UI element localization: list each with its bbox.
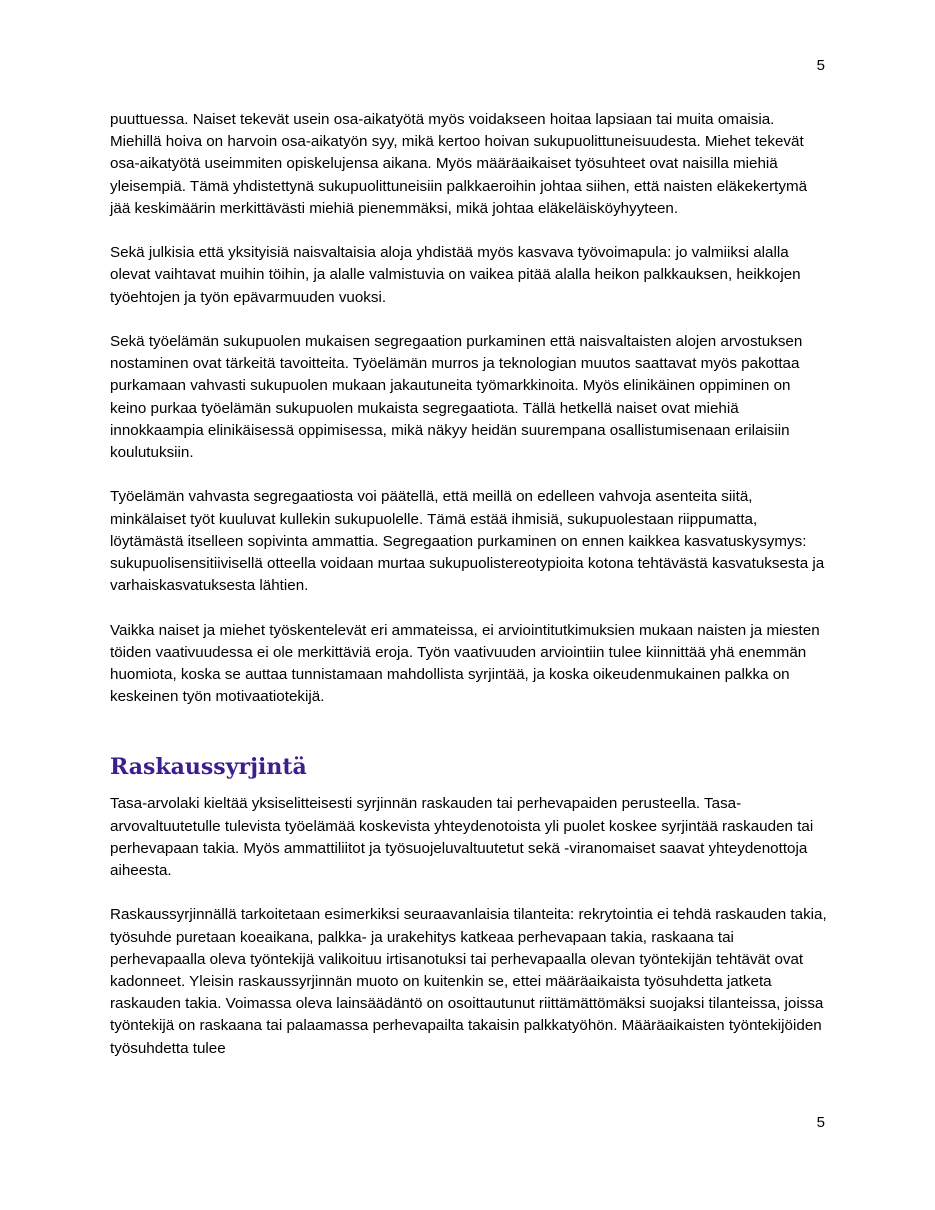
section-heading: Raskaussyrjintä <box>110 754 307 781</box>
paragraph: Vaikka naiset ja miehet työskentelevät eri ammateissa, ei arviointitutkimuksien mukaan naisten ja miesten töiden vaativuudessa ei ole merkittäviä eroja. Työn vaativuuden arviointiin tulee kiinnittää yhä enemmän huomiota, koska se auttaa tunnistamaan mahdollista syrjintää, ja koska oikeudenmukainen palkka on keskeinen työn motivaatiotekijä. <box>110 621 820 706</box>
paragraph: puuttuessa. Naiset tekevät usein osa-aikatyötä myös voidakseen hoitaa lapsiaan tai muita omaisia. Miehillä hoiva on harvoin osa-aikatyön syy, mikä kertoo hoivan sukupuolittuneisuudesta. Miehet tekevät osa-aikatyötä useimmiten opiskelujensa aikana. Myös määräaikaiset työsuhteet ovat naisilla miehiä yleisempiä. Tämä yhdistettynä sukupuolittuneisiin palkkaeroihin johtaa siihen, että naisten eläkekertymä jää keskimäärin merkittävästi miehiä pienemmäksi, mikä johtaa eläkeläisköyhyyteen. <box>110 111 808 217</box>
page-number-top: 5 <box>816 57 825 74</box>
paragraph: Sekä työelämän sukupuolen mukaisen segregaation purkaminen että naisvaltaisten alojen arvostuksen nostaminen ovat tärkeitä tavoitteita. Työelämän murros ja teknologian muutos saattavat myös pakottaa purkamaan vahvasti sukupuolen mukaan jakautuneita työmarkkinoita. Myös elinikäinen oppiminen on keino purkaa työelämän sukupuolen mukaista segregaatiota. Tällä hetkellä naiset ovat miehiä innokkaampia elinikäisessä oppimisessa, mikä näkyy heidän suurempana osallistumisenaan erilaisiin koulutuksiin. <box>110 333 803 462</box>
page-number-bottom: 5 <box>816 1114 825 1131</box>
document-body <box>110 109 830 1082</box>
paragraph: Raskaussyrjinnällä tarkoitetaan esimerkiksi seuraavanlaisia tilanteita: rekrytointia ei tehdä raskauden takia, työsuhde puretaan koeaikana, palkka- ja urakehitys katkeaa perhevapaan takia, raskaana tai perhevapaalla oleva työntekijä valikoituu irtisanotuksi tai perhevapaalla olevan työntekijän tehtävät ovat kadonneet. Yleisin raskaussyrjinnän muoto on kuitenkin se, ettei määräaikaista työsuhdetta jatketa raskauden takia. Voimassa oleva lainsäädäntö on osoittautunut riittämättömäksi suojaksi tilanteissa, joissa työntekijä on raskaana tai palaamassa perhevapailta takaisin palkkatyöhön. Määräaikaisten työntekijöiden työsuhdetta tulee <box>110 906 827 1057</box>
paragraph: Työelämän vahvasta segregaatiosta voi päätellä, että meillä on edelleen vahvoja asenteita siitä, minkälaiset työt kuuluvat kullekin sukupuolelle. Tämä estää ihmisiä, sukupuolestaan riippumatta, löytämästä itselleen sopivinta ammattia. Segregaation purkaminen on ennen kaikkea kasvatuskysymys: sukupuolisensitiivisellä otteella voidaan murtaa sukupuolistereotypioita kotona tehtävästä kasvatuksesta ja varhaiskasvatuksesta lähtien. <box>110 488 825 595</box>
paragraph: Sekä julkisia että yksityisiä naisvaltaisia aloja yhdistää myös kasvava työvoimapula: jo valmiiksi alalla olevat vaihtavat muihin töihin, ja alalle valmistuvia on vaikea pitää alalla heikon palkkauksen, heikkojen työehtojen ja työn epävarmuuden vuoksi. <box>110 244 801 306</box>
paragraph: Tasa-arvolaki kieltää yksiselitteisesti syrjinnän raskauden tai perhevapaiden perusteella. Tasa-arvovaltuutetulle tulevista työelämää koskevista yhteydenotoista yli puolet koskee syrjintää raskauden tai perhevapaan takia. Myös ammattiliitot ja työsuojeluvaltuutetut sekä -viranomaiset saavat yhteydenottoja aiheesta. <box>110 795 814 880</box>
